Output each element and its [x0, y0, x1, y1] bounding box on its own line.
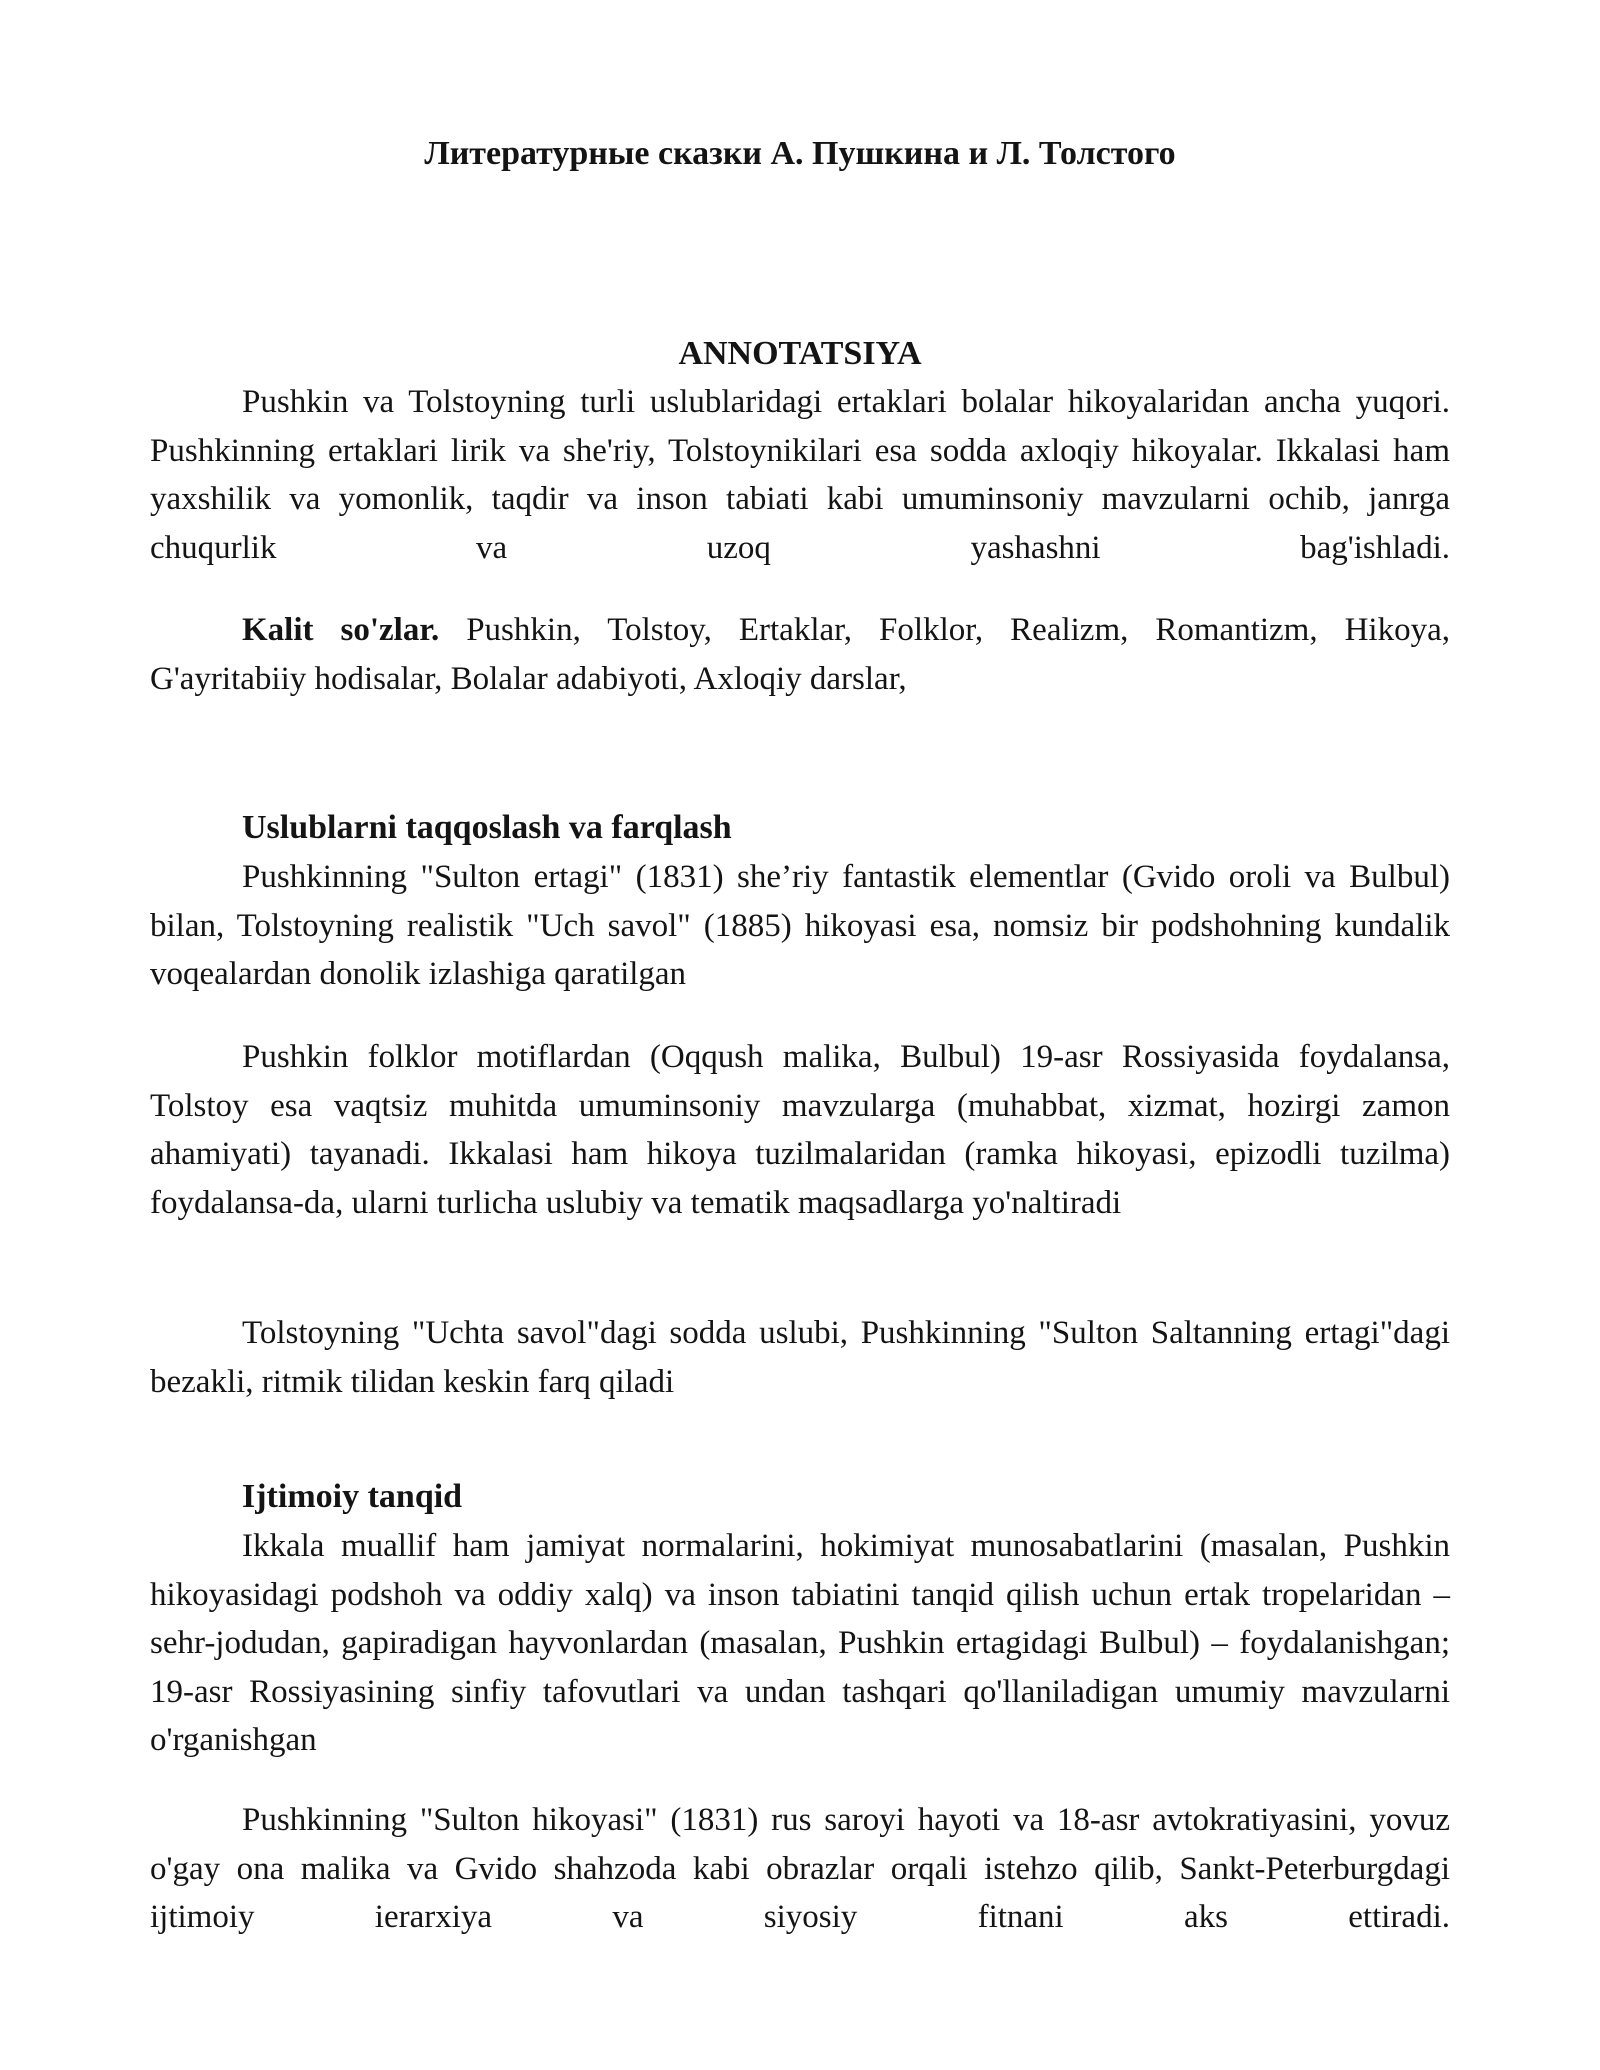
section1-paragraph-1: Pushkinning "Sulton ertagi" (1831) she’riy fantastik elementlar (Gvido oroli va Bulbul) bilan, Tolstoyning realistik "Uch savol" (1885) hikoyasi esa, nomsiz bir podshohning kundalik voqealardan donolik izlashiga qaratilgan — [150, 859, 1450, 992]
section-heading-social-critique: Ijtimoiy tanqid — [242, 1478, 463, 1515]
section1-paragraph-2: Pushkin folklor motiflardan (Oqqush malika, Bulbul) 19-asr Rossiyasida foydalansa, Tolstoy esa vaqtsiz muhitda umuminsoniy mavzularga (muhabbat, xizmat, hozirgi zamon ahamiyati) tayanadi. Ikkalasi ham hikoya tuzilmalaridan (ramka hikoyasi, epizodli tuzilma) foydalansa-da, ularni turlicha uslubiy va tematik maqsadlarga yo'naltiradi — [150, 1039, 1450, 1221]
section1-paragraph-3: Tolstoyning "Uchta savol"dagi sodda uslubi, Pushkinning "Sulton Saltanning ertagi"dagi bezakli, ritmik tilidan keskin farq qiladi — [150, 1315, 1450, 1400]
section2-paragraph-2: Pushkinning "Sulton hikoyasi" (1831) rus saroyi hayoti va 18-asr avtokratiyasini, yovuz o'gay ona malika va Gvido shahzoda kabi obrazlar orqali istehzo qilib, Sankt-Peterburgdagi ijtimoiy ierarxiya va siyosiy fitnani aks ettiradi. — [150, 1802, 1450, 1935]
keywords-text: Pushkin, Tolstoy, Ertaklar, Folklor, Realizm, Romantizm, Hikoya, G'ayritabiiy hodisalar, Bolalar adabiyoti, Axloqiy darslar, — [150, 612, 1450, 697]
keywords-paragraph — [150, 606, 1450, 703]
document-title: Литературные сказки А. Пушкина и Л. Толстого — [424, 135, 1176, 172]
section-heading-styles: Uslublarni taqqoslash va farqlash — [242, 809, 732, 846]
section2-paragraph-1: Ikkala muallif ham jamiyat normalarini, hokimiyat munosabatlarini (masalan, Pushkin hikoyasidagi podshoh va oddiy xalq) va inson tabiatini tanqid qilish uchun ertak tropelaridan – sehr-jodudan, gapiradigan hayvonlardan (masalan, Pushkin ertagidagi Bulbul) – foydalanishgan; 19-asr Rossiyasining sinfiy tafovutlari va undan tashqari qo'llaniladigan umumiy mavzularni o'rganishgan — [150, 1528, 1450, 1758]
annotation-heading: ANNOTATSIYA — [678, 335, 922, 372]
annotation-paragraph: Pushkin va Tolstoyning turli uslublaridagi ertaklari bolalar hikoyalaridan ancha yuqori. Pushkinning ertaklari lirik va she'riy, Tolstoynikilari esa sodda axloqiy hikoyalar. Ikkalasi ham yaxshilik va yomonlik, taqdir va inson tabiati kabi umuminsoniy mavzularni ochib, janrga chuqurlik va uzoq yashashni bag'ishladi. — [150, 384, 1450, 566]
keywords-label: Kalit so'zlar. — [242, 612, 440, 648]
